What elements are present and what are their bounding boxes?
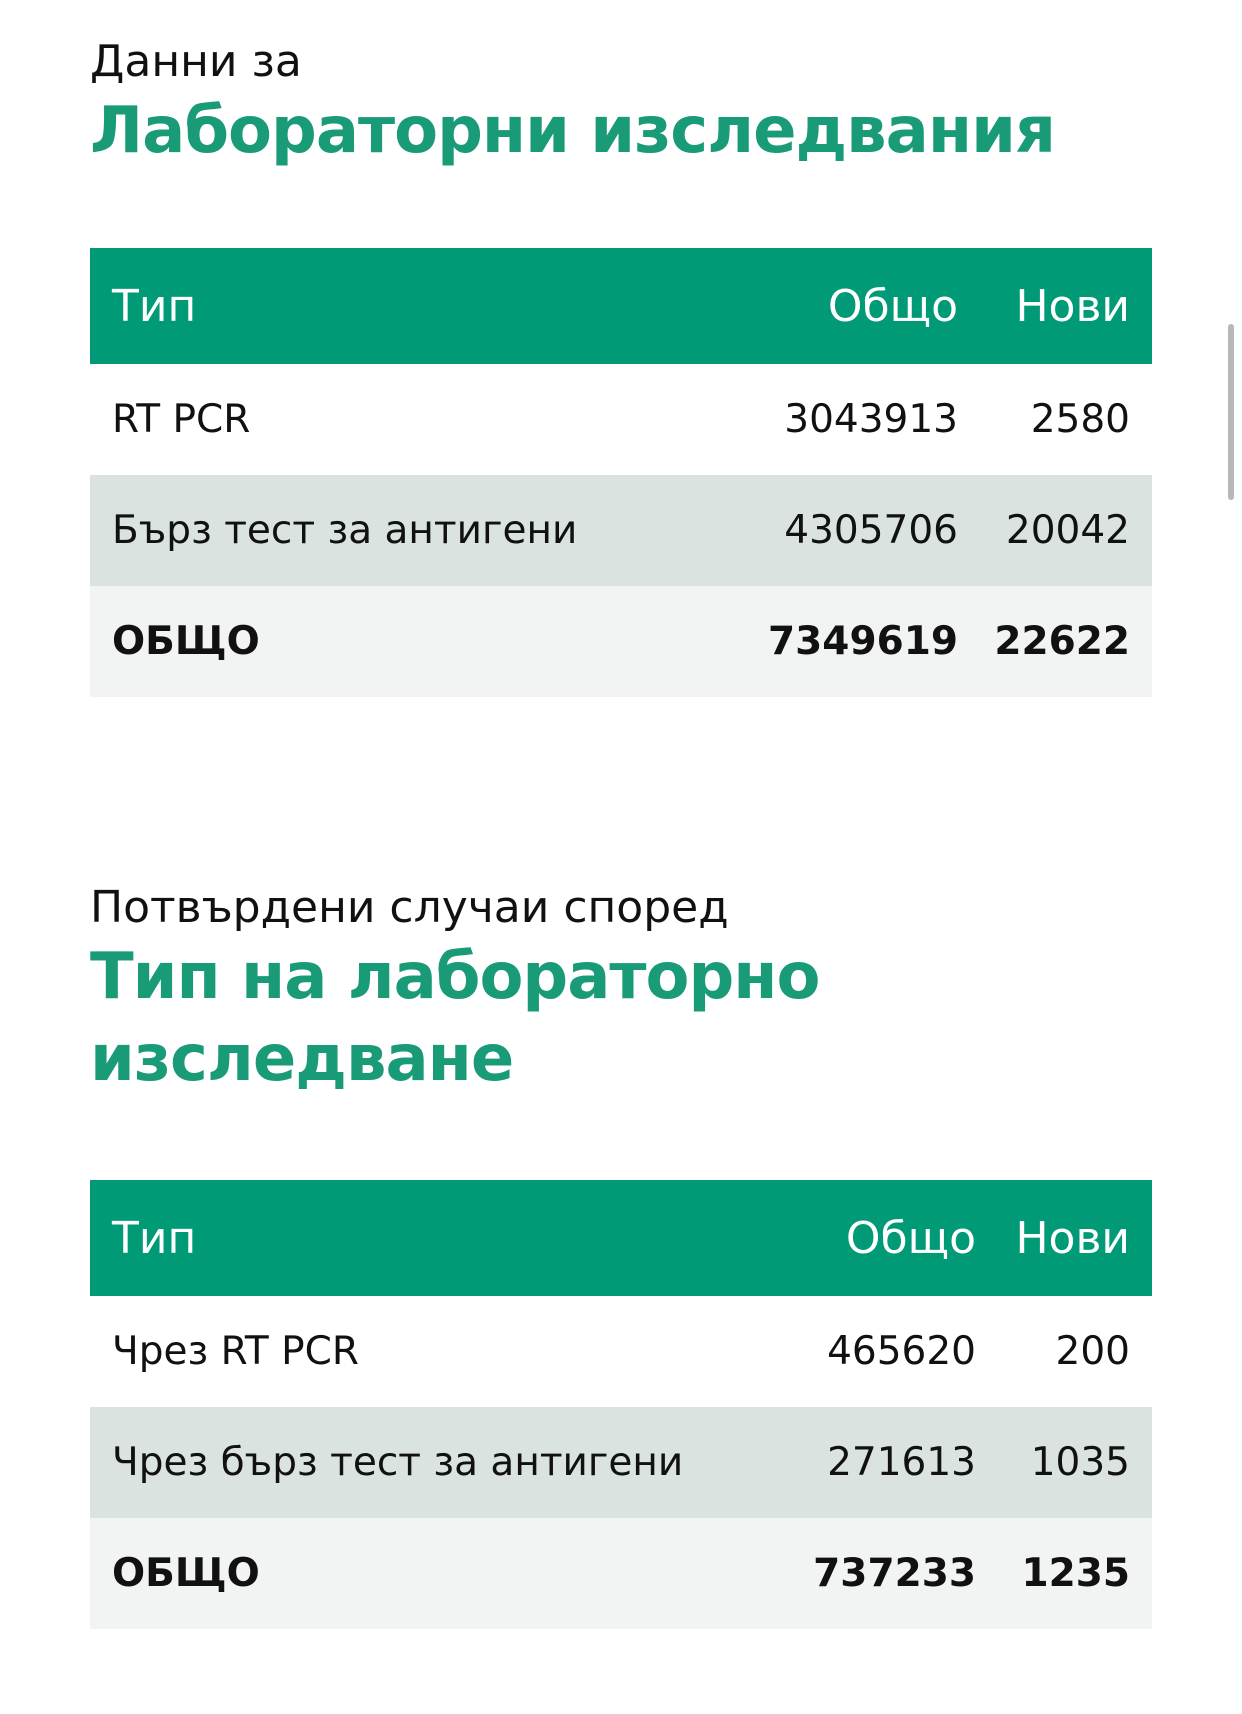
column-header-new: Нови: [1015, 1212, 1130, 1264]
column-header-total: Общо: [845, 1212, 976, 1264]
cell-total: 465620: [827, 1329, 976, 1374]
cell-type: ОБЩО: [112, 619, 260, 664]
cell-new: 200: [1055, 1329, 1130, 1374]
section-kicker: Данни за: [90, 36, 302, 87]
table-total-row: [90, 1518, 1152, 1629]
table-row: [90, 364, 1152, 475]
cell-new: 1235: [1021, 1551, 1130, 1596]
cell-type: Чрез RT PCR: [112, 1329, 359, 1374]
cell-total: 4305706: [784, 508, 958, 553]
table-header-row: [90, 248, 1152, 364]
cell-type: ОБЩО: [112, 1551, 260, 1596]
table-row: [90, 1296, 1152, 1407]
cell-new: 22622: [994, 619, 1130, 664]
column-header-new: Нови: [1015, 280, 1130, 332]
table-row: [90, 475, 1152, 586]
lab-tests-table: [90, 248, 1152, 697]
column-header-type: Тип: [112, 280, 197, 332]
column-header-type: Тип: [112, 1212, 197, 1264]
cell-total: 3043913: [784, 397, 958, 442]
confirmed-cases-section: [90, 880, 1152, 1629]
cell-type: RT PCR: [112, 397, 251, 442]
section-kicker: Потвърдени случаи според: [90, 882, 729, 933]
section-heading: Тип на лабораторно изследване: [90, 940, 820, 1096]
cell-new: 20042: [1005, 508, 1130, 553]
cell-total: 737233: [813, 1551, 976, 1596]
table-row: [90, 1407, 1152, 1518]
cell-type: Бърз тест за антигени: [112, 508, 578, 553]
cell-type: Чрез бърз тест за антигени: [112, 1440, 684, 1485]
cell-total: 271613: [827, 1440, 976, 1485]
section-heading: Лабораторни изследвания: [90, 94, 1055, 168]
confirmed-cases-table: [90, 1180, 1152, 1629]
page-scrollbar[interactable]: [1228, 324, 1234, 500]
cell-total: 7349619: [768, 619, 958, 664]
table-total-row: [90, 586, 1152, 697]
column-header-total: Общо: [827, 280, 958, 332]
table-header-row: [90, 1180, 1152, 1296]
cell-new: 2580: [1030, 397, 1130, 442]
cell-new: 1035: [1030, 1440, 1130, 1485]
lab-tests-section: [90, 34, 1152, 697]
